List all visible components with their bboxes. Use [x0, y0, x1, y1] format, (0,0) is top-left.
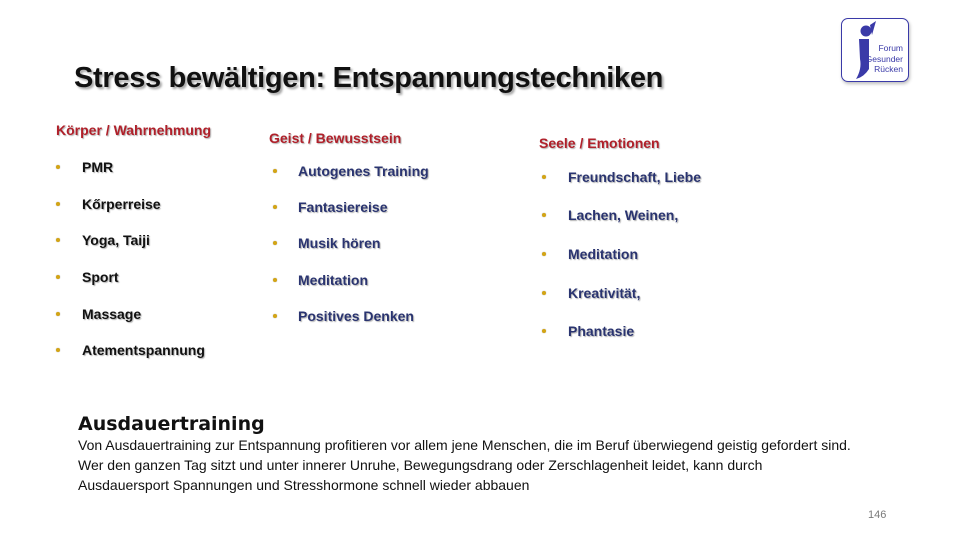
logo-line: Forum [878, 43, 903, 53]
bullet-icon [273, 314, 277, 318]
list-item: Musik hören [298, 235, 381, 251]
bullet-icon [273, 169, 277, 173]
list-item: Kreativität, [568, 285, 641, 301]
column-heading-seele: Seele / Emotionen [539, 135, 660, 151]
list-item: Phantasie [568, 323, 635, 339]
list-item: PMR [82, 159, 114, 175]
bullet-icon [56, 165, 60, 169]
list-item: Fantasiereise [298, 199, 388, 215]
section-title: Ausdauertraining [78, 413, 265, 435]
bullet-icon [56, 275, 60, 279]
list-item: Lachen, Weinen, [568, 207, 679, 223]
logo-line: Rücken [874, 64, 903, 74]
list-item: Freundschaft, Liebe [568, 169, 702, 185]
bullet-icon [56, 202, 60, 206]
section-body-line: Wer den ganzen Tag sitzt und unter innerer Unruhe, Bewegungsdrang oder Zerschlagenheit leidet, kann durch [78, 457, 763, 473]
logo-line: Gesunder [865, 53, 903, 64]
list-item: Massage [82, 306, 142, 322]
section-body-line: Ausdauersport Spannungen und Stresshormone schnell wieder abbauen [78, 477, 530, 493]
bullet-icon [542, 175, 546, 179]
page-number: 146 [868, 509, 887, 521]
bullet-icon [273, 278, 277, 282]
column-heading-koerper: Körper / Wahrnehmung [56, 122, 212, 138]
list-item: Kőrperreise [82, 196, 161, 212]
bullet-icon [56, 348, 60, 352]
bullet-icon [542, 252, 546, 256]
list-item: Meditation [568, 246, 638, 262]
bullet-icon [542, 329, 546, 333]
section-body-line: Von Ausdauertraining zur Entspannung profitieren vor allem jene Menschen, die im Beruf überwiegend geistig gefordert sind. [78, 437, 851, 453]
forum-gesunder-ruecken-logo [841, 18, 909, 82]
bullet-icon [273, 241, 277, 245]
slide-title: Stress bewältigen: Entspannungstechniken [74, 62, 664, 94]
list-item: Sport [82, 269, 119, 285]
list-item: Atementspannung [82, 342, 205, 358]
list-item: Positives Denken [298, 308, 414, 324]
list-item: Yoga, Taiji [82, 232, 150, 248]
bullet-icon [542, 213, 546, 217]
list-item: Autogenes Training [298, 163, 429, 179]
bullet-icon [56, 312, 60, 316]
list-item: Meditation [298, 272, 368, 288]
column-heading-geist: Geist / Bewusstsein [269, 130, 402, 146]
bullet-icon [542, 291, 546, 295]
logo-text [866, 43, 903, 75]
bullet-icon [273, 205, 277, 209]
bullet-icon [56, 238, 60, 242]
